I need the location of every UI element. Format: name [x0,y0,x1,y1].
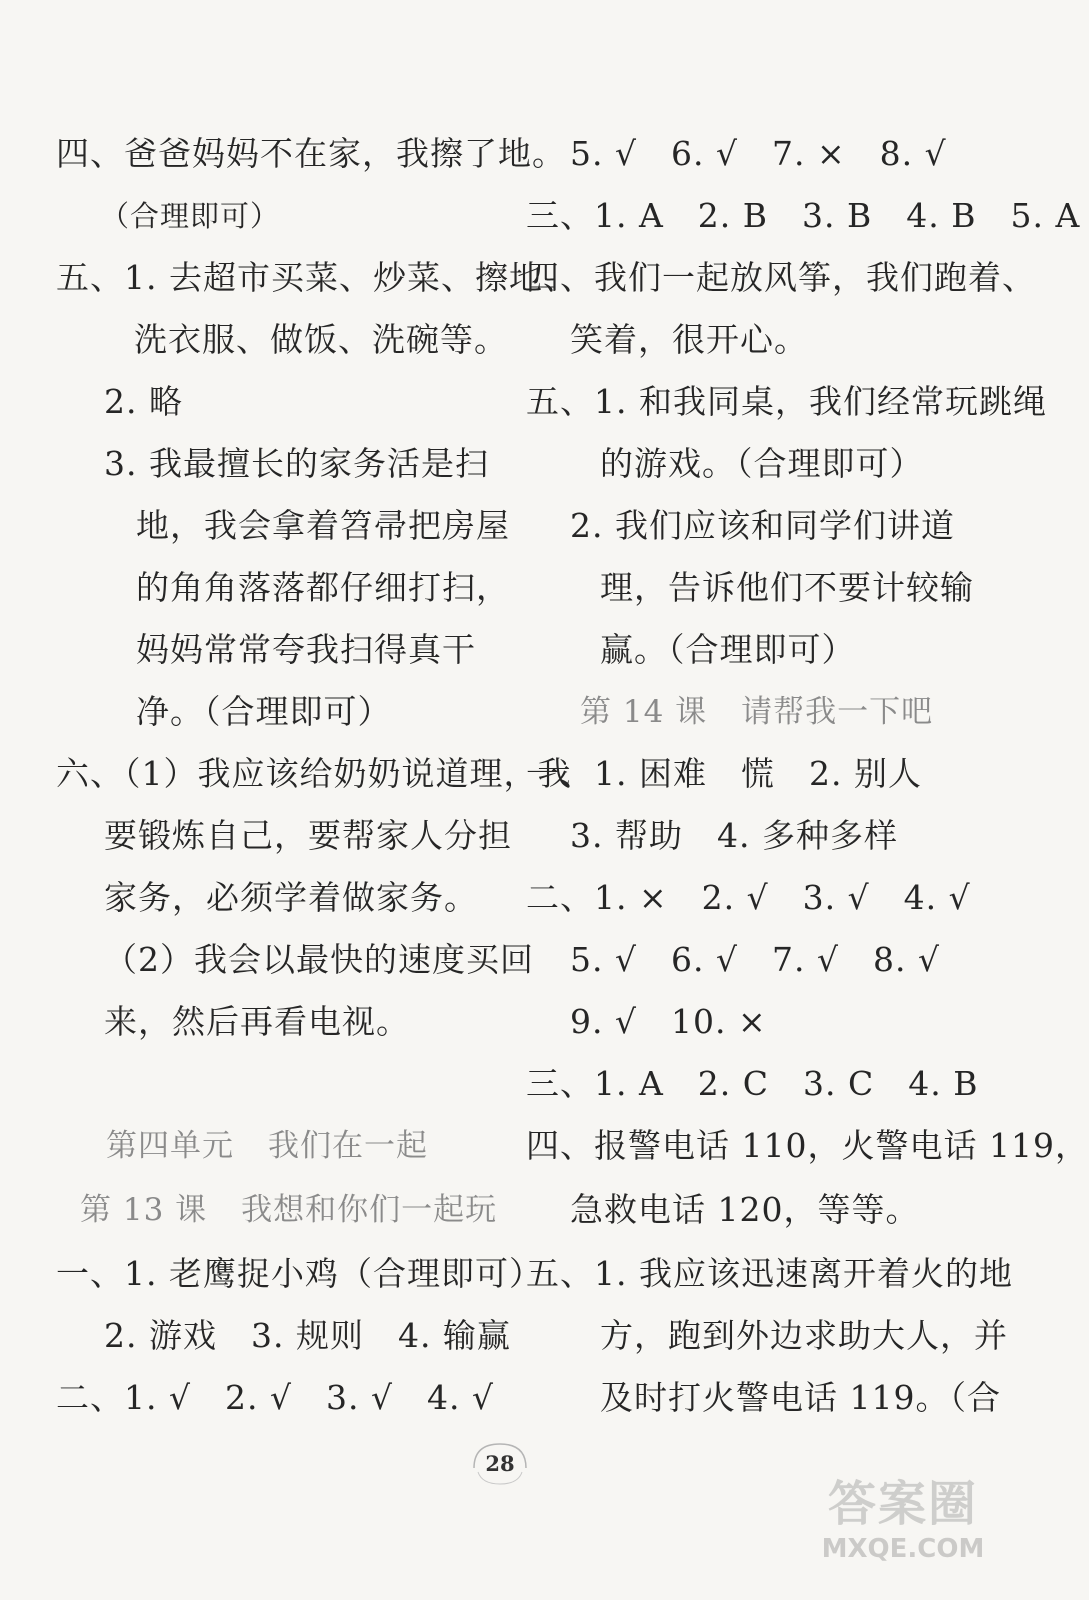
answer-line: 四、爸爸妈妈不在家，我擦了地。 [56,134,566,173]
answer-line: 地，我会拿着笤帚把房屋 [136,506,510,545]
answer-line: 一、1. 老鹰捉小鸡（合理即可） [56,1254,543,1293]
lesson-heading [580,692,933,732]
answer-line: 净。（合理即可） [136,692,392,731]
unit-label: 第四单元 [106,1128,234,1164]
answer-line: 5. √ 6. √ 7. × 8. √ [570,134,947,173]
answer-line: 5. √ 6. √ 7. √ 8. √ [570,940,941,979]
answer-line: 妈妈常常夸我扫得真干 [136,630,476,669]
answer-line: 五、1. 去超市买菜、炒菜、擦地、 [56,258,577,297]
answer-line: 四、我们一起放风筝，我们跑着、 [526,258,1036,297]
watermark-url: MXQE.COM [821,1534,985,1564]
lesson-title: 我想和你们一起玩 [241,1192,498,1228]
answer-line: 三、1. A 2. C 3. C 4. B [526,1064,979,1103]
answer-line: 2. 我们应该和同学们讲道 [570,506,955,545]
answer-line: 洗衣服、做饭、洗碗等。 [134,320,508,359]
lesson-label: 第 14 课 [580,694,708,730]
answer-line: 来，然后再看电视。 [104,1002,410,1041]
answer-line: 2. 游戏 3. 规则 4. 输赢 [104,1316,511,1355]
answer-line: 2. 略 [104,382,183,421]
answer-line: 要锻炼自己，要帮家人分担 [104,816,512,855]
answer-line: 四、报警电话 110，火警电话 119， [526,1126,1089,1165]
answer-line: 及时打火警电话 119。（合 [600,1378,1001,1417]
unit-heading [106,1126,428,1166]
answer-line: 的游戏。（合理即可） [600,444,924,483]
answer-line: 3. 帮助 4. 多种多样 [570,816,898,855]
answer-line: 方，跑到外边求助大人，并 [600,1316,1008,1355]
answer-line: 9. √ 10. × [570,1002,767,1041]
answer-line: 一、1. 困难 慌 2. 别人 [526,754,922,793]
answer-line: 二、1. × 2. √ 3. √ 4. √ [526,878,971,917]
unit-title: 我们在一起 [268,1128,428,1164]
answer-line: 3. 我最擅长的家务活是扫 [104,444,489,483]
answer-line: 五、1. 和我同桌，我们经常玩跳绳 [526,382,1047,421]
answer-line: （合理即可） [100,199,281,233]
answer-line: 笑着，很开心。 [570,320,808,359]
answer-line: 急救电话 120，等等。 [570,1190,920,1229]
answer-line: 赢。（合理即可） [600,630,856,669]
answer-line: 的角角落落都仔细打扫， [136,568,510,607]
lesson-heading [80,1190,497,1230]
watermark [818,1474,988,1594]
answer-line: （2）我会以最快的速度买回 [104,940,534,979]
answer-line: 三、1. A 2. B 3. B 4. B 5. A [526,196,1081,235]
answer-line: 六、（1）我应该给奶奶说道理，我 [56,754,572,793]
lesson-title: 请帮我一下吧 [741,694,934,730]
watermark-logo-text: 答案圈 [827,1476,978,1532]
page-number: 28 [485,1451,515,1476]
answer-line: 五、1. 我应该迅速离开着火的地 [526,1254,1013,1293]
answer-line: 理，告诉他们不要计较输 [600,568,974,607]
answer-line: 二、1. √ 2. √ 3. √ 4. √ [56,1378,495,1417]
answer-line: 家务，必须学着做家务。 [104,878,478,917]
lesson-label: 第 13 课 [80,1192,208,1228]
